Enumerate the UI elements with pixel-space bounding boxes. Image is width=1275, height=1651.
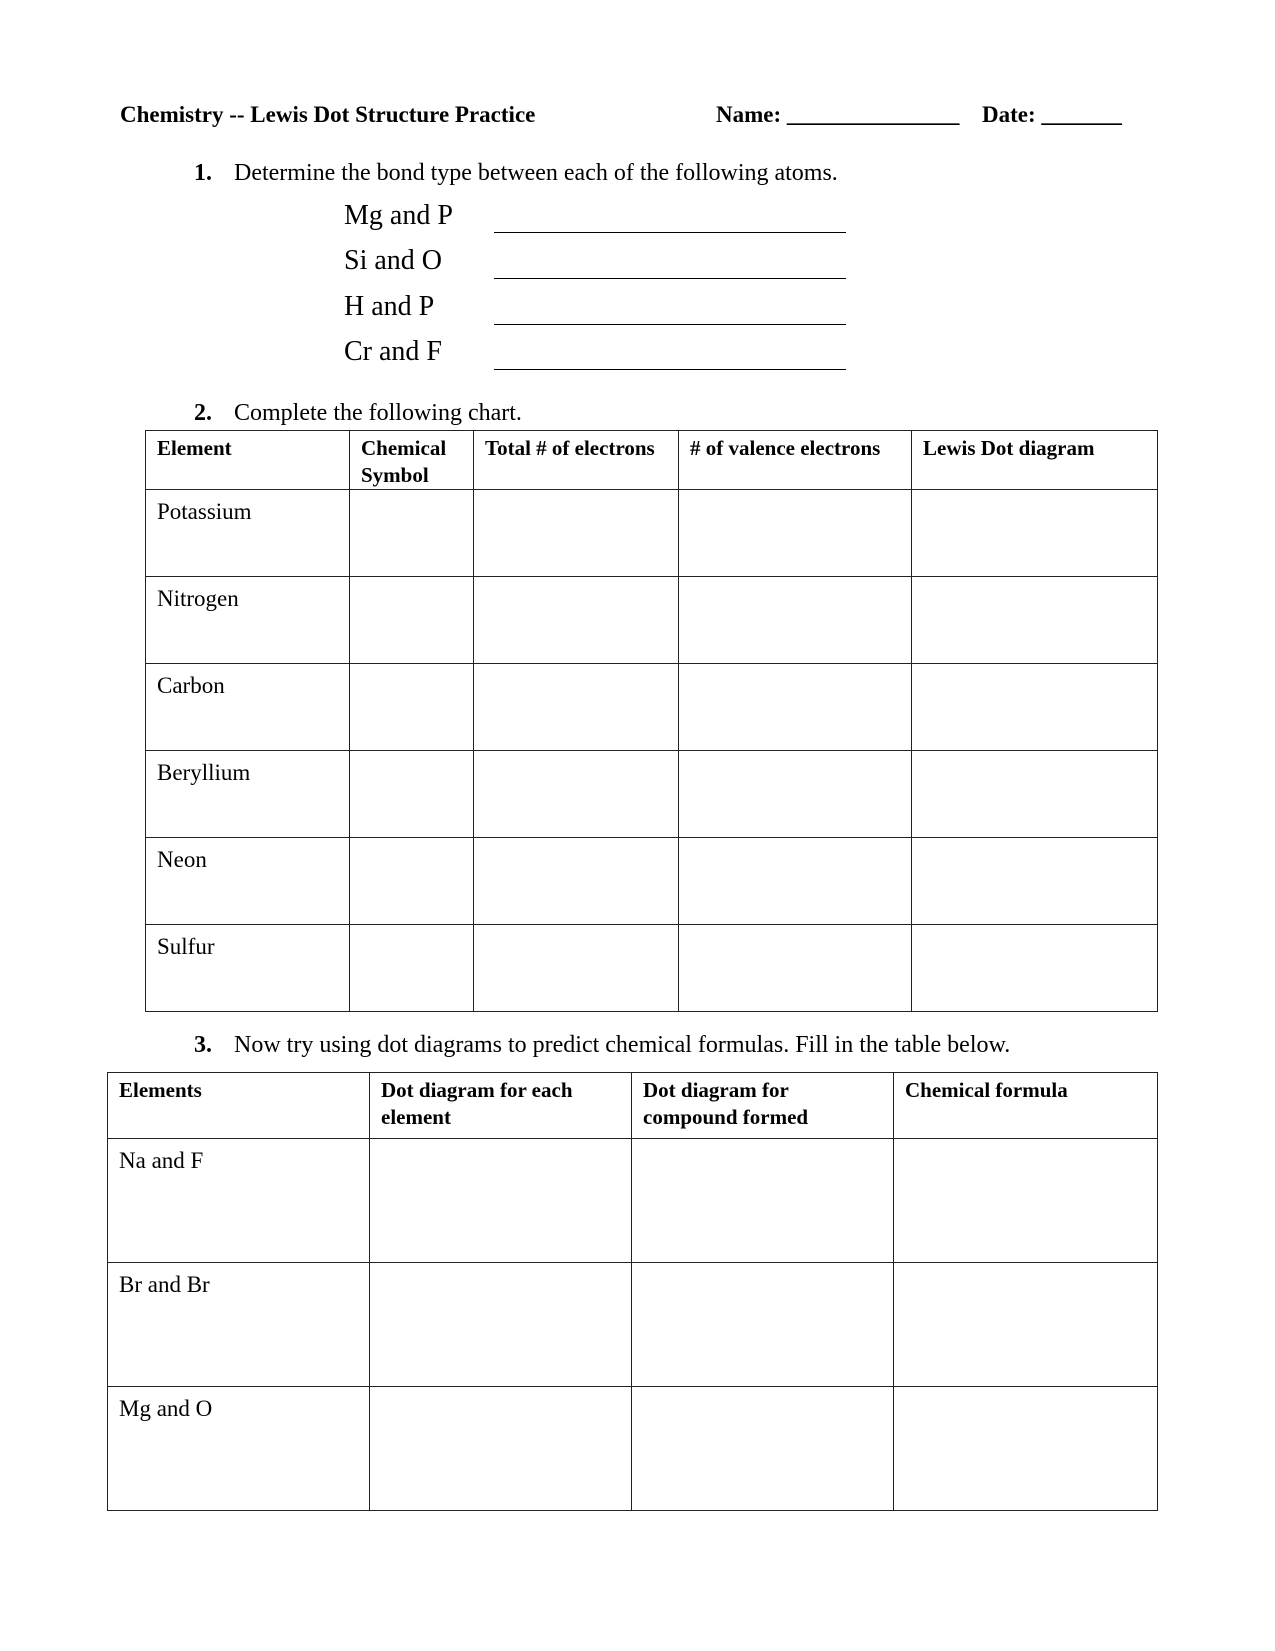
answer-cell[interactable] bbox=[474, 490, 679, 577]
element-name: Beryllium bbox=[146, 751, 350, 838]
column-header: # of valence electrons bbox=[679, 431, 912, 490]
column-header: Total # of electrons bbox=[474, 431, 679, 490]
table-row bbox=[146, 577, 1158, 664]
bond-pair-label: Cr and F bbox=[344, 336, 442, 367]
table-row bbox=[146, 751, 1158, 838]
element-name: Nitrogen bbox=[146, 577, 350, 664]
answer-cell[interactable] bbox=[350, 838, 474, 925]
question-2-number: 2. bbox=[194, 400, 212, 426]
answer-cell[interactable] bbox=[370, 1139, 632, 1263]
answer-cell[interactable] bbox=[474, 925, 679, 1012]
column-header: Dot diagram for compound formed bbox=[632, 1073, 894, 1139]
table-header-row bbox=[108, 1073, 1158, 1139]
question-2 bbox=[194, 400, 522, 427]
answer-cell[interactable] bbox=[912, 751, 1158, 838]
column-header: Elements bbox=[108, 1073, 370, 1139]
worksheet-title: Chemistry -- Lewis Dot Structure Practice bbox=[120, 102, 536, 127]
column-header: Element bbox=[146, 431, 350, 490]
answer-cell[interactable] bbox=[474, 577, 679, 664]
element-chart-table bbox=[145, 430, 1158, 1012]
answer-cell[interactable] bbox=[679, 490, 912, 577]
date-field[interactable]: Date: _______ bbox=[982, 102, 1122, 127]
table-row bbox=[108, 1263, 1158, 1387]
bond-answer-line[interactable] bbox=[494, 324, 846, 325]
question-3-number: 3. bbox=[194, 1032, 212, 1058]
bond-pair-label: H and P bbox=[344, 291, 435, 322]
answer-cell[interactable] bbox=[679, 838, 912, 925]
answer-cell[interactable] bbox=[350, 925, 474, 1012]
table-row bbox=[146, 664, 1158, 751]
question-3-prompt: Now try using dot diagrams to predict chemical formulas. Fill in the table below. bbox=[234, 1032, 1011, 1058]
question-2-prompt: Complete the following chart. bbox=[234, 400, 522, 426]
answer-cell[interactable] bbox=[912, 664, 1158, 751]
answer-cell[interactable] bbox=[474, 838, 679, 925]
column-header: Dot diagram for each element bbox=[370, 1073, 632, 1139]
answer-cell[interactable] bbox=[474, 751, 679, 838]
answer-cell[interactable] bbox=[894, 1139, 1158, 1263]
answer-cell[interactable] bbox=[632, 1139, 894, 1263]
answer-cell[interactable] bbox=[894, 1387, 1158, 1511]
answer-cell[interactable] bbox=[912, 577, 1158, 664]
answer-cell[interactable] bbox=[474, 664, 679, 751]
table-row bbox=[108, 1139, 1158, 1263]
element-name: Neon bbox=[146, 838, 350, 925]
answer-cell[interactable] bbox=[894, 1263, 1158, 1387]
bond-pair-label: Si and O bbox=[344, 245, 442, 276]
answer-cell[interactable] bbox=[632, 1263, 894, 1387]
formula-prediction-table bbox=[107, 1072, 1158, 1511]
column-header: Lewis Dot diagram bbox=[912, 431, 1158, 490]
answer-cell[interactable] bbox=[350, 664, 474, 751]
question-1-number: 1. bbox=[194, 160, 212, 186]
bond-answer-line[interactable] bbox=[494, 369, 846, 370]
element-name: Carbon bbox=[146, 664, 350, 751]
answer-cell[interactable] bbox=[679, 925, 912, 1012]
element-pair: Mg and O bbox=[108, 1387, 370, 1511]
bond-pair-label: Mg and P bbox=[344, 200, 453, 231]
question-1-prompt: Determine the bond type between each of the following atoms. bbox=[234, 160, 838, 186]
table-row bbox=[146, 490, 1158, 577]
question-1 bbox=[194, 160, 838, 187]
question-3 bbox=[194, 1032, 1010, 1059]
column-header: Chemical formula bbox=[894, 1073, 1158, 1139]
answer-cell[interactable] bbox=[679, 577, 912, 664]
element-pair: Br and Br bbox=[108, 1263, 370, 1387]
answer-cell[interactable] bbox=[350, 577, 474, 664]
answer-cell[interactable] bbox=[912, 490, 1158, 577]
answer-cell[interactable] bbox=[350, 490, 474, 577]
element-name: Potassium bbox=[146, 490, 350, 577]
answer-cell[interactable] bbox=[679, 664, 912, 751]
answer-cell[interactable] bbox=[632, 1387, 894, 1511]
table-header-row bbox=[146, 431, 1158, 490]
column-header: Chemical Symbol bbox=[350, 431, 474, 490]
answer-cell[interactable] bbox=[370, 1387, 632, 1511]
table-row bbox=[146, 838, 1158, 925]
answer-cell[interactable] bbox=[370, 1263, 632, 1387]
table-row bbox=[146, 925, 1158, 1012]
table-row bbox=[108, 1387, 1158, 1511]
bond-answer-line[interactable] bbox=[494, 232, 846, 233]
bond-answer-line[interactable] bbox=[494, 278, 846, 279]
element-pair: Na and F bbox=[108, 1139, 370, 1263]
name-field[interactable]: Name: _______________ bbox=[716, 102, 960, 127]
element-name: Sulfur bbox=[146, 925, 350, 1012]
answer-cell[interactable] bbox=[679, 751, 912, 838]
answer-cell[interactable] bbox=[912, 925, 1158, 1012]
answer-cell[interactable] bbox=[350, 751, 474, 838]
answer-cell[interactable] bbox=[912, 838, 1158, 925]
